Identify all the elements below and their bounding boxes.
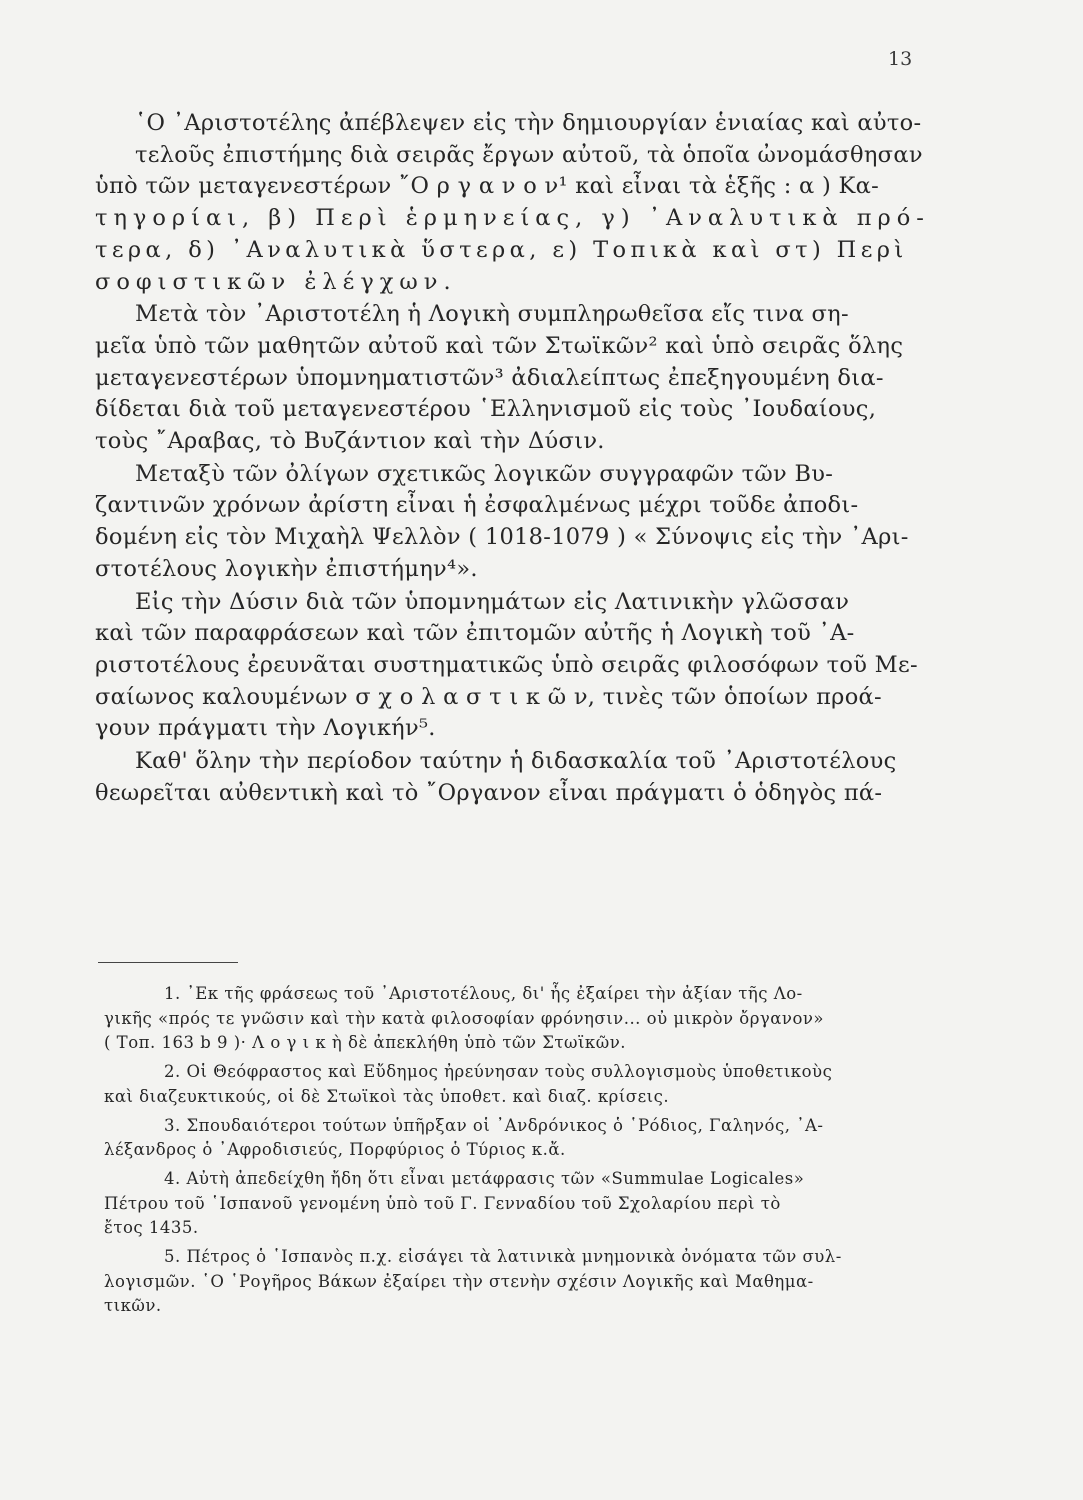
- text-line: τερα, δ) ᾿Αναλυτικὰ ὕστερα, ε) Τοπικὰ καὶ στ) Περὶ: [95, 236, 908, 263]
- text-line: τηγορίαι, β) Περὶ ἑρμηνείας, γ) ᾿Αναλυτικὰ πρό-: [95, 205, 930, 232]
- footnote-line: Πέτρου τοῦ ῾Ισπανοῦ γενομένη ὑπὸ τοῦ Γ. Γενναδίου τοῦ Σχολαρίου περὶ τὸ: [104, 1193, 781, 1213]
- text-line: στοτέλους λογικὴν ἐπιστήμην⁴».: [95, 555, 478, 582]
- footnote-line: λέξανδρος ὁ ᾿Αφροδισιεύς, Πορφύριος ὁ Τύριος κ.ἄ.: [104, 1140, 566, 1160]
- text-line: γουν πράγματι τὴν Λογικήν⁵.: [95, 715, 436, 742]
- footnote-line: λογισμῶν. ῾Ο ῾Ρογῆρος Βάκων ἐξαίρει τὴν στενὴν σχέσιν Λογικῆς καὶ Μαθημα-: [104, 1271, 814, 1291]
- footnote-line: γικῆς «πρός τε γνῶσιν καὶ τὴν κατὰ φιλοσοφίαν φρόνησιν... οὐ μικρὸν ὄργανον»: [104, 1008, 825, 1028]
- text-line: τοὺς ῎Αραβας, τὸ Βυζάντιον καὶ τὴν Δύσιν.: [95, 428, 605, 455]
- footnote-4: [104, 1167, 942, 1241]
- footnote-5: [104, 1245, 942, 1319]
- text-line: μεῖα ὑπὸ τῶν μαθητῶν αὐτοῦ καὶ τῶν Στωϊκῶν² καὶ ὑπὸ σειρᾶς ὅλης: [95, 332, 904, 359]
- page-number: 13: [888, 48, 913, 70]
- text-line: μεταγενεστέρων ὑπομνηματιστῶν³ ἀδιαλείπτως ἐπεξηγουμένη δια-: [95, 364, 884, 391]
- text-line: θεωρεῖται αὐθεντικὴ καὶ τὸ ῎Οργανον εἶναι πράγματι ὁ ὁδηγὸς πά-: [95, 779, 883, 806]
- footnote-line: καὶ διαζευκτικούς, οἱ δὲ Στωϊκοὶ τὰς ὑποθετ. καὶ διαζ. κρίσεις.: [104, 1086, 670, 1106]
- text-line: Καθ' ὅλην τὴν περίοδον ταύτην ἡ διδασκαλία τοῦ ᾿Αριστοτέλους: [135, 748, 897, 775]
- footnote-line: 3. Σπουδαιότεροι τούτων ὑπῆρξαν οἱ ᾿Ανδρόνικος ὁ ῾Ρόδιος, Γαληνός, ᾿Α-: [164, 1115, 824, 1135]
- text-line: ῾Ο ᾿Αριστοτέλης ἀπέβλεψεν εἰς τὴν δημιουργίαν ἑνιαίας καὶ αὐτο-: [135, 110, 922, 136]
- text-line: δομένη εἰς τὸν Μιχαὴλ Ψελλὸν ( 1018-1079 ) « Σύνοψις εἰς τὴν ᾿Αρι-: [95, 524, 909, 551]
- paragraph-aristotle-organon: [95, 108, 953, 298]
- footnote-3: [104, 1114, 942, 1163]
- paragraph-west-scholastics: [95, 587, 953, 746]
- footnote-line: 5. Πέτρος ὁ ῾Ισπανὸς π.χ. εἰσάγει τὰ λατινικὰ μνημονικὰ ὀνόματα τῶν συλ-: [164, 1247, 842, 1267]
- text-line: ριστοτέλους ἐρευνᾶται συστηματικῶς ὑπὸ σειρᾶς φιλοσόφων τοῦ Με-: [95, 651, 918, 678]
- text-line: ὑπὸ τῶν μεταγενεστέρων ῎Ο ρ γ α ν ο ν¹ καὶ εἶναι τὰ ἑξῆς : α ) Κα-: [95, 173, 880, 200]
- text-line: καὶ τῶν παραφράσεων καὶ τῶν ἐπιτομῶν αὐτῆς ἡ Λογικὴ τοῦ ᾿Α-: [95, 620, 855, 647]
- paragraph-byzantine: [95, 459, 953, 586]
- footnote-line: 1. ᾿Εκ τῆς φράσεως τοῦ ᾿Αριστοτέλους, δι' ἧς ἐξαίρει τὴν ἀξίαν τῆς Λο-: [164, 984, 803, 1003]
- text-line: σοφιστικῶν ἐλέγχων.: [95, 268, 457, 295]
- text-line: δίδεται διὰ τοῦ μεταγενεστέρου ῾Ελληνισμοῦ εἰς τοὺς ᾿Ιουδαίους,: [95, 396, 877, 423]
- footnote-line: 4. Αὐτὴ ἀπεδείχθη ἤδη ὅτι εἶναι μετάφρασις τῶν «Summulae Logicales»: [164, 1168, 805, 1188]
- text-line: Μεταξὺ τῶν ὀλίγων σχετικῶς λογικῶν συγγραφῶν τῶν Βυ-: [135, 460, 834, 487]
- text-line: ζαντινῶν χρόνων ἀρίστη εἶναι ἡ ἐσφαλμένως μέχρι τοῦδε ἀποδι-: [95, 492, 859, 519]
- footnote-2: [104, 1060, 942, 1109]
- text-line: Εἰς τὴν Δύσιν διὰ τῶν ὑπομνημάτων εἰς Λατινικὴν γλῶσσαν: [135, 588, 850, 615]
- paragraph-after-aristotle: [95, 299, 953, 458]
- footnotes: [104, 982, 942, 1323]
- footnote-line: 2. Οἱ Θεόφραστος καὶ Εὔδημος ἠρεύνησαν τοὺς συλλογισμοὺς ὑποθετικοὺς: [164, 1062, 833, 1082]
- text-line: τελοῦς ἐπιστήμης διὰ σειρᾶς ἔργων αὐτοῦ, τὰ ὁποῖα ὠνομάσθησαν: [135, 141, 923, 168]
- footnote-1: [104, 982, 942, 1056]
- paragraph-authority: [95, 746, 953, 809]
- footnote-line: τικῶν.: [104, 1296, 162, 1316]
- text-line: Μετὰ τὸν ᾿Αριστοτέλη ἡ Λογικὴ συμπληρωθεῖσα εἴς τινα ση-: [135, 301, 849, 328]
- main-text: [95, 108, 953, 810]
- footnote-line: ἔτος 1435.: [104, 1218, 199, 1238]
- text-line: σαίωνος καλουμένων σ χ ο λ α σ τ ι κ ῶ ν, τινὲς τῶν ὁποίων προά-: [95, 683, 882, 710]
- footnote-divider: [98, 962, 238, 963]
- footnote-line: ( Τοπ. 163 b 9 )· Λ ο γ ι κ ὴ δὲ ἀπεκλήθη ὑπὸ τῶν Στωϊκῶν.: [104, 1033, 626, 1053]
